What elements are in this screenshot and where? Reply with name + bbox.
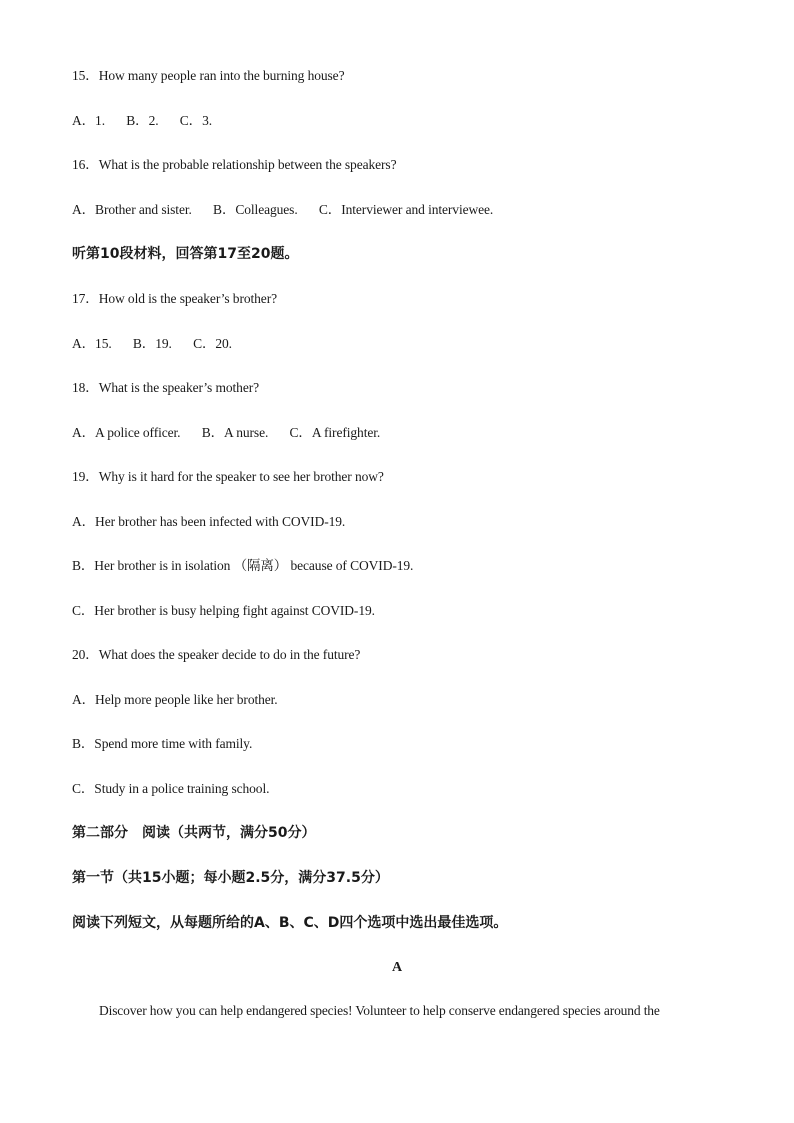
question-16-options (72, 201, 493, 219)
question-20-option-c: C．Study in a police training school. (72, 781, 270, 796)
question-19-option-c: C．Her brother is busy helping fight against COVID-19. (72, 603, 375, 618)
section-1-heading: 第一节（共15小题；每小题2.5分，满分37.5分） (72, 870, 389, 886)
question-18: 18．What is the speaker’s mother? (72, 380, 259, 395)
option-c: C．3. (179, 113, 213, 128)
question-19-option-b: B．Her brother is in isolation （隔离） because of COVID-19. (72, 558, 414, 573)
option-a: A．Brother and sister. (72, 202, 192, 217)
question-19: 19．Why is it hard for the speaker to see her brother now? (72, 469, 384, 484)
option-b: B．2. (126, 113, 159, 128)
reading-instruction: 阅读下列短文，从每题所给的A、B、C、D四个选项中选出最佳选项。 (72, 915, 508, 931)
option-c: C．A firefighter. (289, 425, 381, 440)
option-c: C．20. (193, 336, 232, 351)
option-a: A．15. (72, 336, 112, 351)
passage-label: A (391, 960, 403, 975)
option-a: A．1. (72, 113, 105, 128)
question-15: 15．How many people ran into the burning house? (72, 68, 345, 83)
question-19-option-a: A．Her brother has been infected with COVID-19. (72, 514, 346, 529)
question-15-options (72, 112, 212, 130)
question-17-options (72, 335, 232, 353)
option-b: B．A nurse. (201, 425, 269, 440)
section-10-heading: 听第10段材料，回答第17至20题。 (72, 246, 299, 262)
question-16: 16．What is the probable relationship between the speakers? (72, 157, 397, 172)
question-20-option-a: A．Help more people like her brother. (72, 692, 278, 707)
question-20-option-b: B．Spend more time with family. (72, 736, 253, 751)
option-b: B．Colleagues. (213, 202, 298, 217)
question-17: 17．How old is the speaker’s brother? (72, 291, 277, 306)
part-2-heading: 第二部分 阅读（共两节，满分50分） (72, 825, 316, 841)
option-c: C．Interviewer and interviewee. (318, 202, 494, 217)
passage-text: Discover how you can help endangered species! Volunteer to help conserve endangered species around the (99, 1003, 660, 1018)
option-a: A．A police officer. (72, 425, 181, 440)
question-20: 20．What does the speaker decide to do in the future? (72, 647, 361, 662)
question-18-options (72, 424, 380, 442)
option-b: B．19. (132, 336, 172, 351)
